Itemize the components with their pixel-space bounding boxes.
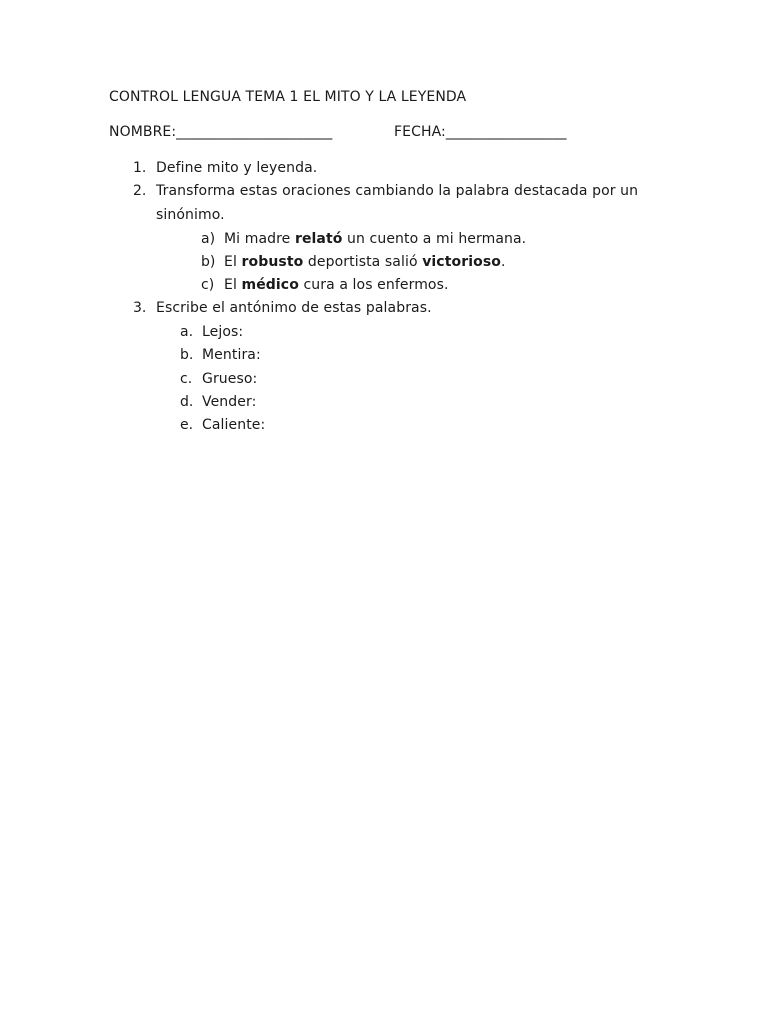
sentence-a-highlight: relató xyxy=(294,231,343,247)
word-a: Lejos: xyxy=(202,324,244,340)
sentence-c-post: cura a los enfermos. xyxy=(298,277,449,293)
sentence-b-pre: El xyxy=(224,254,242,270)
sentence-b-post: . xyxy=(501,254,506,270)
word-a-marker: a. xyxy=(180,324,194,340)
question-2-text-line1: Transforma estas oraciones cambiando la palabra destacada por un xyxy=(156,183,639,199)
sentence-b-mid: deportista salió xyxy=(303,254,423,270)
document-title: CONTROL LENGUA TEMA 1 EL MITO Y LA LEYENDA xyxy=(109,89,467,105)
fecha-label: FECHA: xyxy=(394,124,446,140)
word-e-marker: e. xyxy=(180,417,194,433)
sentence-a xyxy=(224,229,526,249)
sentence-a-post: un cuento a mi hermana. xyxy=(342,231,527,247)
word-e: Caliente: xyxy=(202,417,266,433)
word-b-marker: b. xyxy=(180,347,194,363)
sentence-a-marker: a) xyxy=(201,231,216,247)
question-1-text: Define mito y leyenda. xyxy=(156,160,318,176)
nombre-label: NOMBRE: xyxy=(109,124,177,140)
sentence-c-highlight: médico xyxy=(241,277,299,293)
question-2-text-line2: sinónimo. xyxy=(156,207,225,223)
word-d: Vender: xyxy=(202,394,257,410)
sentence-b-highlight-1: robusto xyxy=(241,254,304,270)
sentence-c xyxy=(224,275,449,295)
sentence-c-marker: c) xyxy=(201,277,215,293)
word-b: Mentira: xyxy=(202,347,261,363)
word-c: Grueso: xyxy=(202,371,258,387)
sentence-a-pre: Mi madre xyxy=(224,231,295,247)
sentence-b xyxy=(224,252,506,272)
question-1-number: 1. xyxy=(133,160,147,176)
sentence-c-pre: El xyxy=(224,277,242,293)
fecha-blank: _________________ xyxy=(445,124,567,140)
question-3-text: Escribe el antónimo de estas palabras. xyxy=(156,300,432,316)
question-3-number: 3. xyxy=(133,300,147,316)
fecha-field xyxy=(394,122,567,142)
word-d-marker: d. xyxy=(180,394,194,410)
word-c-marker: c. xyxy=(180,371,193,387)
sentence-b-highlight-2: victorioso xyxy=(422,254,501,270)
sentence-b-marker: b) xyxy=(201,254,216,270)
question-2-number: 2. xyxy=(133,183,147,199)
nombre-field xyxy=(109,122,332,142)
nombre-blank: ______________________ xyxy=(176,124,333,140)
